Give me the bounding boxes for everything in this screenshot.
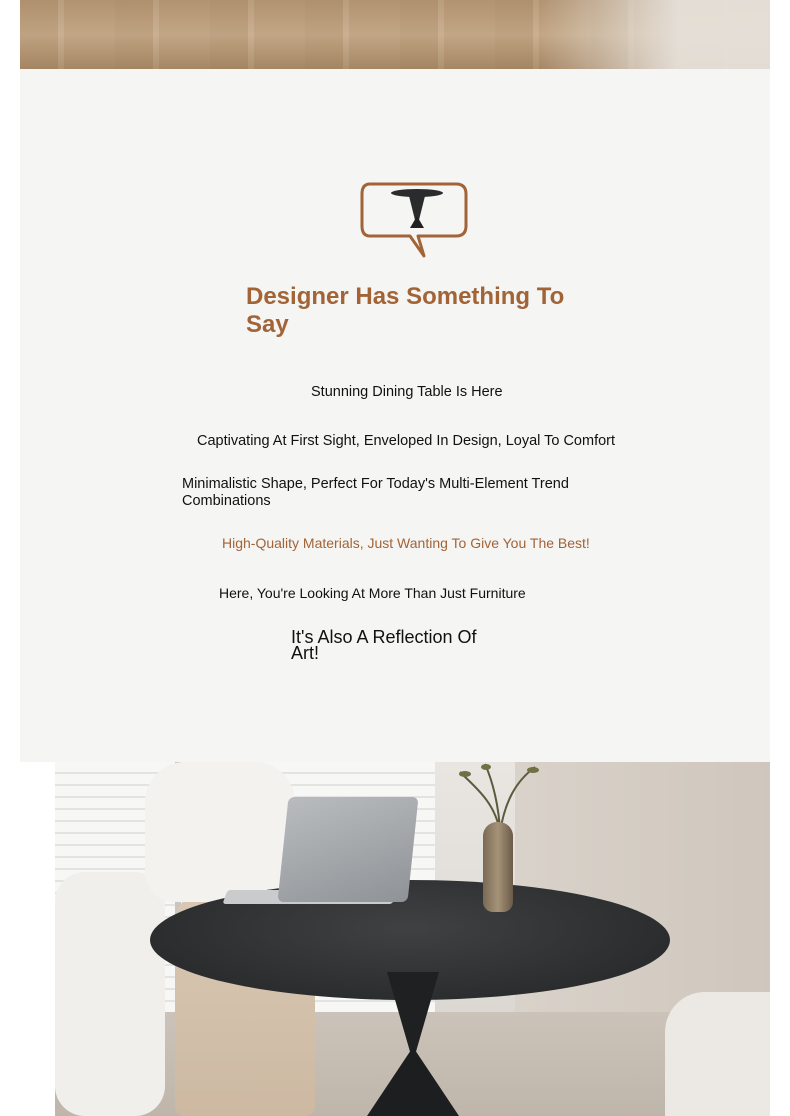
person-torso	[145, 762, 295, 902]
text-line-2: Captivating At First Sight, Enveloped In Design, Loyal To Comfort	[197, 433, 616, 449]
table-base	[363, 1047, 463, 1116]
text-line-3: Minimalistic Shape, Perfect For Today's Multi-Element Trend Combinations	[182, 476, 569, 509]
text-line-1: Stunning Dining Table Is Here	[311, 384, 503, 400]
dining-table-photo	[55, 762, 770, 1116]
laptop-screen	[277, 797, 418, 902]
chair-right	[665, 992, 770, 1116]
speech-bubble-table-icon	[360, 182, 470, 262]
text-line-4-highlight: High-Quality Materials, Just Wanting To Give You The Best!	[222, 535, 590, 551]
text-line-5: Here, You're Looking At More Than Just Furniture	[219, 585, 526, 601]
text-line-6: It's Also A Reflection Of Art!	[291, 627, 477, 663]
designer-section	[20, 69, 770, 762]
section-title: Designer Has Something To Say	[246, 283, 565, 338]
header-photo-wood-floor	[20, 0, 770, 69]
chair-left	[55, 872, 165, 1116]
glass-vase	[483, 822, 513, 912]
